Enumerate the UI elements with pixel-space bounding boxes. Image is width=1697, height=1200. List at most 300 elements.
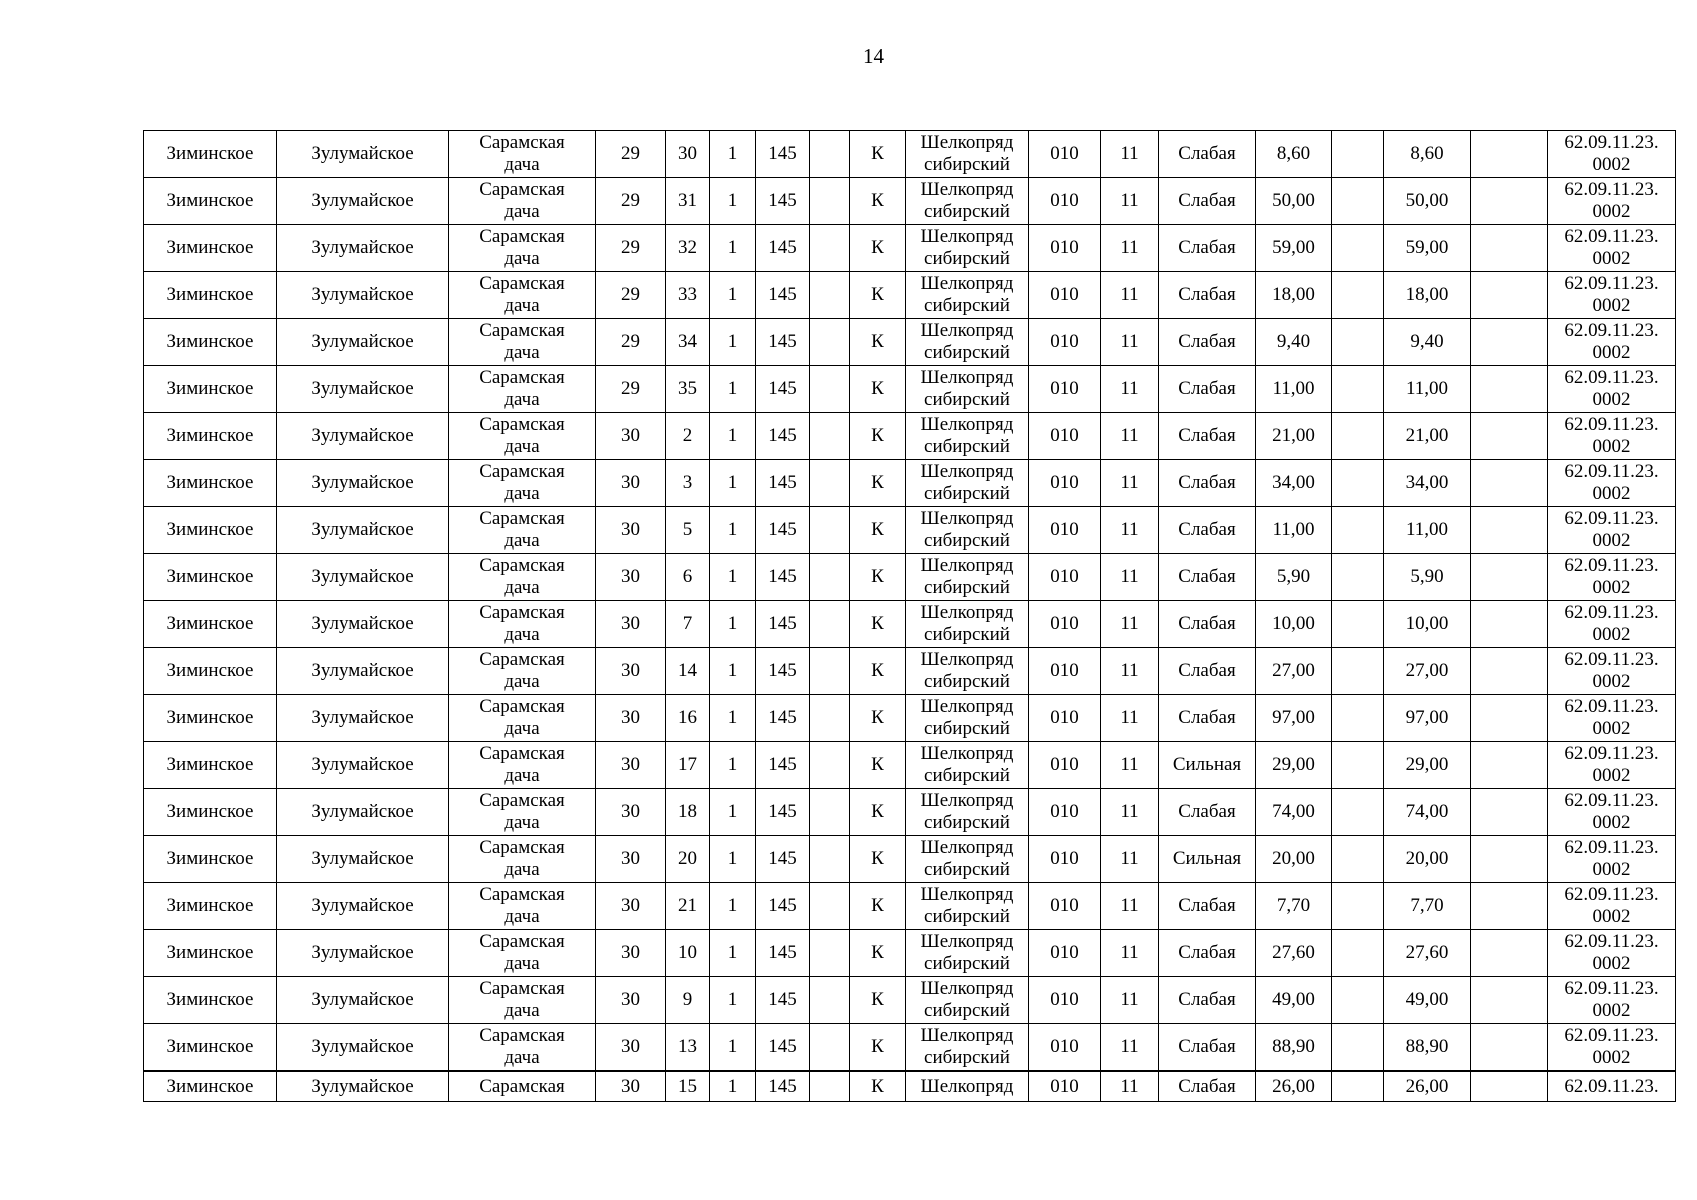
section-cell: 21 <box>666 883 710 930</box>
section-cell: 5 <box>666 507 710 554</box>
quarter-cell: 30 <box>596 836 666 883</box>
pest-cell-line: Шелкопряд <box>920 273 1014 294</box>
table-row <box>144 225 1676 272</box>
forestry-cell: Зиминское <box>144 648 277 695</box>
dacha-cell-line: дача <box>504 342 540 363</box>
pest-cell-line: сибирский <box>924 530 1010 551</box>
table-row <box>144 695 1676 742</box>
pest-cell-line: сибирский <box>924 436 1010 457</box>
col11-cell: 010 <box>1029 883 1101 930</box>
species-cell: К <box>850 1071 906 1102</box>
col12-cell: 11 <box>1101 413 1159 460</box>
col15-cell <box>1332 366 1384 413</box>
dacha-cell-line: дача <box>504 154 540 175</box>
dacha-cell-line: дача <box>504 671 540 692</box>
col8-cell <box>810 742 850 789</box>
col6-cell: 1 <box>710 1071 756 1102</box>
code-cell-line: 0002 <box>1592 906 1631 927</box>
col6-cell: 1 <box>710 178 756 225</box>
code-cell <box>1548 930 1676 977</box>
pest-cell-line: Шелкопряд <box>920 884 1014 905</box>
pest-cell-line: Шелкопряд <box>920 837 1014 858</box>
col6-cell: 1 <box>710 413 756 460</box>
col11-cell: 010 <box>1029 1024 1101 1072</box>
quarter-cell: 29 <box>596 178 666 225</box>
species-cell: К <box>850 695 906 742</box>
pest-cell <box>906 742 1029 789</box>
col12-cell: 11 <box>1101 742 1159 789</box>
dacha-cell <box>449 1071 596 1102</box>
code-cell-line: 0002 <box>1592 342 1631 363</box>
dacha-cell-line: дача <box>504 859 540 880</box>
col8-cell <box>810 1024 850 1072</box>
section-cell: 2 <box>666 413 710 460</box>
dacha-cell <box>449 883 596 930</box>
pest-cell <box>906 460 1029 507</box>
pest-cell-line: сибирский <box>924 577 1010 598</box>
area-cell: 8,60 <box>1256 131 1332 178</box>
col12-cell: 11 <box>1101 131 1159 178</box>
species-cell: К <box>850 789 906 836</box>
area-total-cell: 50,00 <box>1384 178 1471 225</box>
code-cell-line: 62.09.11.23. <box>1564 1075 1659 1097</box>
col17-cell <box>1471 1071 1548 1102</box>
area-cell: 7,70 <box>1256 883 1332 930</box>
dacha-cell-line: Сарамская <box>479 226 565 247</box>
quarter-cell: 30 <box>596 742 666 789</box>
quarter-cell: 30 <box>596 1024 666 1072</box>
code-cell <box>1548 507 1676 554</box>
district-forestry-cell: Зулумайское <box>277 601 449 648</box>
forestry-cell: Зиминское <box>144 272 277 319</box>
pest-cell-line: сибирский <box>924 906 1010 927</box>
species-cell: К <box>850 507 906 554</box>
damage-degree-cell: Слабая <box>1159 178 1256 225</box>
code-cell-line: 62.09.11.23. <box>1564 132 1659 153</box>
col11-cell: 010 <box>1029 695 1101 742</box>
forestry-cell: Зиминское <box>144 507 277 554</box>
table-row <box>144 554 1676 601</box>
code-cell <box>1548 225 1676 272</box>
quarter-cell: 29 <box>596 225 666 272</box>
district-forestry-cell: Зулумайское <box>277 507 449 554</box>
code-cell-line: 62.09.11.23. <box>1564 1025 1659 1046</box>
table-row <box>144 272 1676 319</box>
area-total-cell: 11,00 <box>1384 507 1471 554</box>
code-cell-line: 62.09.11.23. <box>1564 226 1659 247</box>
pest-cell-line: сибирский <box>924 1047 1010 1068</box>
table-row <box>144 460 1676 507</box>
area-cell: 50,00 <box>1256 178 1332 225</box>
species-cell: К <box>850 225 906 272</box>
quarter-cell: 30 <box>596 789 666 836</box>
pest-cell <box>906 789 1029 836</box>
area-cell: 21,00 <box>1256 413 1332 460</box>
area-total-cell: 7,70 <box>1384 883 1471 930</box>
col15-cell <box>1332 1071 1384 1102</box>
dacha-cell-line: дача <box>504 953 540 974</box>
table-row <box>144 319 1676 366</box>
section-cell: 18 <box>666 789 710 836</box>
dacha-cell-line: Сарамская <box>479 602 565 623</box>
col7-cell: 145 <box>756 883 810 930</box>
col7-cell: 145 <box>756 836 810 883</box>
col12-cell: 11 <box>1101 554 1159 601</box>
area-total-cell: 18,00 <box>1384 272 1471 319</box>
col8-cell <box>810 413 850 460</box>
damage-degree-cell: Слабая <box>1159 977 1256 1024</box>
species-cell: К <box>850 742 906 789</box>
district-forestry-cell: Зулумайское <box>277 1024 449 1072</box>
col7-cell: 145 <box>756 789 810 836</box>
code-cell-line: 0002 <box>1592 624 1631 645</box>
quarter-cell: 30 <box>596 601 666 648</box>
col7-cell: 145 <box>756 413 810 460</box>
district-forestry-cell: Зулумайское <box>277 1071 449 1102</box>
dacha-cell <box>449 413 596 460</box>
damage-degree-cell: Слабая <box>1159 366 1256 413</box>
dacha-cell-line: Сарамская <box>479 508 565 529</box>
code-cell <box>1548 742 1676 789</box>
table-row <box>144 131 1676 178</box>
district-forestry-cell: Зулумайское <box>277 648 449 695</box>
dacha-cell <box>449 977 596 1024</box>
col8-cell <box>810 554 850 601</box>
area-total-cell: 74,00 <box>1384 789 1471 836</box>
code-cell <box>1548 366 1676 413</box>
code-cell-line: 62.09.11.23. <box>1564 884 1659 905</box>
section-cell: 17 <box>666 742 710 789</box>
col15-cell <box>1332 319 1384 366</box>
forestry-cell: Зиминское <box>144 319 277 366</box>
table-row <box>144 883 1676 930</box>
dacha-cell-line: дача <box>504 530 540 551</box>
col12-cell: 11 <box>1101 272 1159 319</box>
col17-cell <box>1471 836 1548 883</box>
code-cell-line: 0002 <box>1592 859 1631 880</box>
code-cell-line: 0002 <box>1592 295 1631 316</box>
area-cell: 11,00 <box>1256 366 1332 413</box>
table-row <box>144 742 1676 789</box>
table-row <box>144 648 1676 695</box>
col11-cell: 010 <box>1029 460 1101 507</box>
pest-cell-line: сибирский <box>924 1000 1010 1021</box>
district-forestry-cell: Зулумайское <box>277 413 449 460</box>
col6-cell: 1 <box>710 695 756 742</box>
pest-cell-line: Шелкопряд <box>920 649 1014 670</box>
col17-cell <box>1471 977 1548 1024</box>
col6-cell: 1 <box>710 648 756 695</box>
forestry-cell: Зиминское <box>144 883 277 930</box>
dacha-cell-line: Сарамская <box>479 931 565 952</box>
district-forestry-cell: Зулумайское <box>277 789 449 836</box>
dacha-cell-line: Сарамская <box>479 461 565 482</box>
col6-cell: 1 <box>710 319 756 366</box>
col6-cell: 1 <box>710 930 756 977</box>
dacha-cell-line: Сарамская <box>479 132 565 153</box>
table-row <box>144 507 1676 554</box>
code-cell-line: 62.09.11.23. <box>1564 414 1659 435</box>
section-cell: 14 <box>666 648 710 695</box>
district-forestry-cell: Зулумайское <box>277 695 449 742</box>
area-cell: 27,60 <box>1256 930 1332 977</box>
col6-cell: 1 <box>710 883 756 930</box>
col11-cell: 010 <box>1029 601 1101 648</box>
area-total-cell: 26,00 <box>1384 1071 1471 1102</box>
col8-cell <box>810 930 850 977</box>
code-cell-line: 62.09.11.23. <box>1564 602 1659 623</box>
area-total-cell: 27,60 <box>1384 930 1471 977</box>
dacha-cell-line: Сарамская <box>479 790 565 811</box>
col8-cell <box>810 319 850 366</box>
col7-cell: 145 <box>756 742 810 789</box>
forestry-cell: Зиминское <box>144 460 277 507</box>
forestry-cell: Зиминское <box>144 178 277 225</box>
area-cell: 97,00 <box>1256 695 1332 742</box>
code-cell-line: 0002 <box>1592 1047 1631 1068</box>
quarter-cell: 29 <box>596 272 666 319</box>
code-cell <box>1548 1024 1676 1072</box>
code-cell-line: 62.09.11.23. <box>1564 273 1659 294</box>
col6-cell: 1 <box>710 977 756 1024</box>
col6-cell: 1 <box>710 272 756 319</box>
district-forestry-cell: Зулумайское <box>277 460 449 507</box>
pest-cell <box>906 272 1029 319</box>
col8-cell <box>810 131 850 178</box>
species-cell: К <box>850 554 906 601</box>
pest-cell-line: сибирский <box>924 154 1010 175</box>
code-cell <box>1548 460 1676 507</box>
col11-cell: 010 <box>1029 742 1101 789</box>
col7-cell: 145 <box>756 460 810 507</box>
pest-cell <box>906 695 1029 742</box>
quarter-cell: 30 <box>596 977 666 1024</box>
section-cell: 30 <box>666 131 710 178</box>
col11-cell: 010 <box>1029 413 1101 460</box>
col17-cell <box>1471 460 1548 507</box>
damage-degree-cell: Слабая <box>1159 789 1256 836</box>
col11-cell: 010 <box>1029 225 1101 272</box>
damage-degree-cell: Слабая <box>1159 1071 1256 1102</box>
district-forestry-cell: Зулумайское <box>277 178 449 225</box>
col12-cell: 11 <box>1101 648 1159 695</box>
pest-cell <box>906 930 1029 977</box>
col6-cell: 1 <box>710 225 756 272</box>
forestry-cell: Зиминское <box>144 601 277 648</box>
area-cell: 10,00 <box>1256 601 1332 648</box>
col15-cell <box>1332 601 1384 648</box>
district-forestry-cell: Зулумайское <box>277 319 449 366</box>
col7-cell: 145 <box>756 1024 810 1072</box>
area-cell: 27,00 <box>1256 648 1332 695</box>
forestry-cell: Зиминское <box>144 366 277 413</box>
quarter-cell: 30 <box>596 1071 666 1102</box>
col12-cell: 11 <box>1101 225 1159 272</box>
col17-cell <box>1471 319 1548 366</box>
dacha-cell <box>449 272 596 319</box>
pest-cell-line: сибирский <box>924 624 1010 645</box>
col15-cell <box>1332 695 1384 742</box>
dacha-cell <box>449 789 596 836</box>
dacha-cell-line: Сарамская <box>479 649 565 670</box>
damage-degree-cell: Слабая <box>1159 507 1256 554</box>
table-row <box>144 413 1676 460</box>
dacha-cell-line: Сарамская <box>479 978 565 999</box>
dacha-cell-line: Сарамская <box>479 1075 565 1097</box>
col12-cell: 11 <box>1101 178 1159 225</box>
dacha-cell-line: дача <box>504 248 540 269</box>
col11-cell: 010 <box>1029 977 1101 1024</box>
code-cell <box>1548 977 1676 1024</box>
pest-cell <box>906 225 1029 272</box>
section-cell: 35 <box>666 366 710 413</box>
area-cell: 74,00 <box>1256 789 1332 836</box>
col7-cell: 145 <box>756 977 810 1024</box>
quarter-cell: 29 <box>596 319 666 366</box>
section-cell: 16 <box>666 695 710 742</box>
col6-cell: 1 <box>710 366 756 413</box>
col11-cell: 010 <box>1029 272 1101 319</box>
col12-cell: 11 <box>1101 695 1159 742</box>
area-cell: 9,40 <box>1256 319 1332 366</box>
col7-cell: 145 <box>756 178 810 225</box>
code-cell-line: 62.09.11.23. <box>1564 790 1659 811</box>
pest-cell <box>906 883 1029 930</box>
dacha-cell <box>449 507 596 554</box>
table-body <box>144 131 1676 1102</box>
code-cell-line: 0002 <box>1592 1000 1631 1021</box>
code-cell-line: 62.09.11.23. <box>1564 649 1659 670</box>
code-cell <box>1548 883 1676 930</box>
district-forestry-cell: Зулумайское <box>277 554 449 601</box>
damage-degree-cell: Слабая <box>1159 413 1256 460</box>
code-cell-line: 62.09.11.23. <box>1564 696 1659 717</box>
pest-cell-line: сибирский <box>924 953 1010 974</box>
col7-cell: 145 <box>756 507 810 554</box>
col12-cell: 11 <box>1101 1024 1159 1072</box>
col11-cell: 010 <box>1029 648 1101 695</box>
damage-degree-cell: Сильная <box>1159 742 1256 789</box>
area-total-cell: 5,90 <box>1384 554 1471 601</box>
code-cell-line: 0002 <box>1592 154 1631 175</box>
code-cell-line: 0002 <box>1592 765 1631 786</box>
col17-cell <box>1471 1024 1548 1072</box>
col15-cell <box>1332 225 1384 272</box>
damage-degree-cell: Слабая <box>1159 1024 1256 1072</box>
forestry-cell: Зиминское <box>144 131 277 178</box>
col11-cell: 010 <box>1029 1071 1101 1102</box>
col8-cell <box>810 648 850 695</box>
area-total-cell: 11,00 <box>1384 366 1471 413</box>
col15-cell <box>1332 272 1384 319</box>
section-cell: 20 <box>666 836 710 883</box>
quarter-cell: 30 <box>596 413 666 460</box>
dacha-cell <box>449 366 596 413</box>
col6-cell: 1 <box>710 507 756 554</box>
col11-cell: 010 <box>1029 554 1101 601</box>
area-cell: 20,00 <box>1256 836 1332 883</box>
code-cell-line: 62.09.11.23. <box>1564 508 1659 529</box>
col12-cell: 11 <box>1101 836 1159 883</box>
dacha-cell <box>449 178 596 225</box>
col8-cell <box>810 178 850 225</box>
dacha-cell <box>449 742 596 789</box>
col6-cell: 1 <box>710 460 756 507</box>
col11-cell: 010 <box>1029 507 1101 554</box>
code-cell-line: 62.09.11.23. <box>1564 179 1659 200</box>
col11-cell: 010 <box>1029 366 1101 413</box>
damage-degree-cell: Слабая <box>1159 225 1256 272</box>
species-cell: К <box>850 1024 906 1072</box>
pest-cell-line: сибирский <box>924 671 1010 692</box>
code-cell-line: 0002 <box>1592 577 1631 598</box>
dacha-cell <box>449 131 596 178</box>
section-cell: 34 <box>666 319 710 366</box>
table-row <box>144 789 1676 836</box>
pest-cell-line: Шелкопряд <box>920 743 1014 764</box>
dacha-cell-line: дача <box>504 295 540 316</box>
dacha-cell <box>449 930 596 977</box>
code-cell-line: 0002 <box>1592 530 1631 551</box>
code-cell <box>1548 554 1676 601</box>
species-cell: К <box>850 648 906 695</box>
col8-cell <box>810 460 850 507</box>
col15-cell <box>1332 977 1384 1024</box>
col11-cell: 010 <box>1029 319 1101 366</box>
damage-degree-cell: Слабая <box>1159 272 1256 319</box>
section-cell: 10 <box>666 930 710 977</box>
forestry-cell: Зиминское <box>144 1024 277 1072</box>
species-cell: К <box>850 178 906 225</box>
code-cell-line: 62.09.11.23. <box>1564 837 1659 858</box>
col7-cell: 145 <box>756 225 810 272</box>
dacha-cell-line: дача <box>504 1000 540 1021</box>
col7-cell: 145 <box>756 554 810 601</box>
dacha-cell-line: Сарамская <box>479 273 565 294</box>
col11-cell: 010 <box>1029 836 1101 883</box>
pest-cell-line: Шелкопряд <box>920 367 1014 388</box>
area-total-cell: 34,00 <box>1384 460 1471 507</box>
district-forestry-cell: Зулумайское <box>277 366 449 413</box>
damage-degree-cell: Слабая <box>1159 554 1256 601</box>
col15-cell <box>1332 930 1384 977</box>
area-cell: 18,00 <box>1256 272 1332 319</box>
table-row <box>144 178 1676 225</box>
col15-cell <box>1332 648 1384 695</box>
district-forestry-cell: Зулумайское <box>277 977 449 1024</box>
area-cell: 29,00 <box>1256 742 1332 789</box>
pest-cell-line: сибирский <box>924 389 1010 410</box>
dacha-cell-line: дача <box>504 718 540 739</box>
damage-degree-cell: Слабая <box>1159 930 1256 977</box>
col15-cell <box>1332 460 1384 507</box>
table-row <box>144 1071 1676 1102</box>
quarter-cell: 29 <box>596 366 666 413</box>
code-cell-line: 0002 <box>1592 389 1631 410</box>
dacha-cell-line: дача <box>504 389 540 410</box>
dacha-cell-line: дача <box>504 812 540 833</box>
col8-cell <box>810 366 850 413</box>
table-row <box>144 1024 1676 1072</box>
pest-cell-line: сибирский <box>924 718 1010 739</box>
code-cell <box>1548 789 1676 836</box>
col11-cell: 010 <box>1029 131 1101 178</box>
col7-cell: 145 <box>756 131 810 178</box>
dacha-cell-line: Сарамская <box>479 837 565 858</box>
area-total-cell: 20,00 <box>1384 836 1471 883</box>
section-cell: 31 <box>666 178 710 225</box>
area-total-cell: 9,40 <box>1384 319 1471 366</box>
